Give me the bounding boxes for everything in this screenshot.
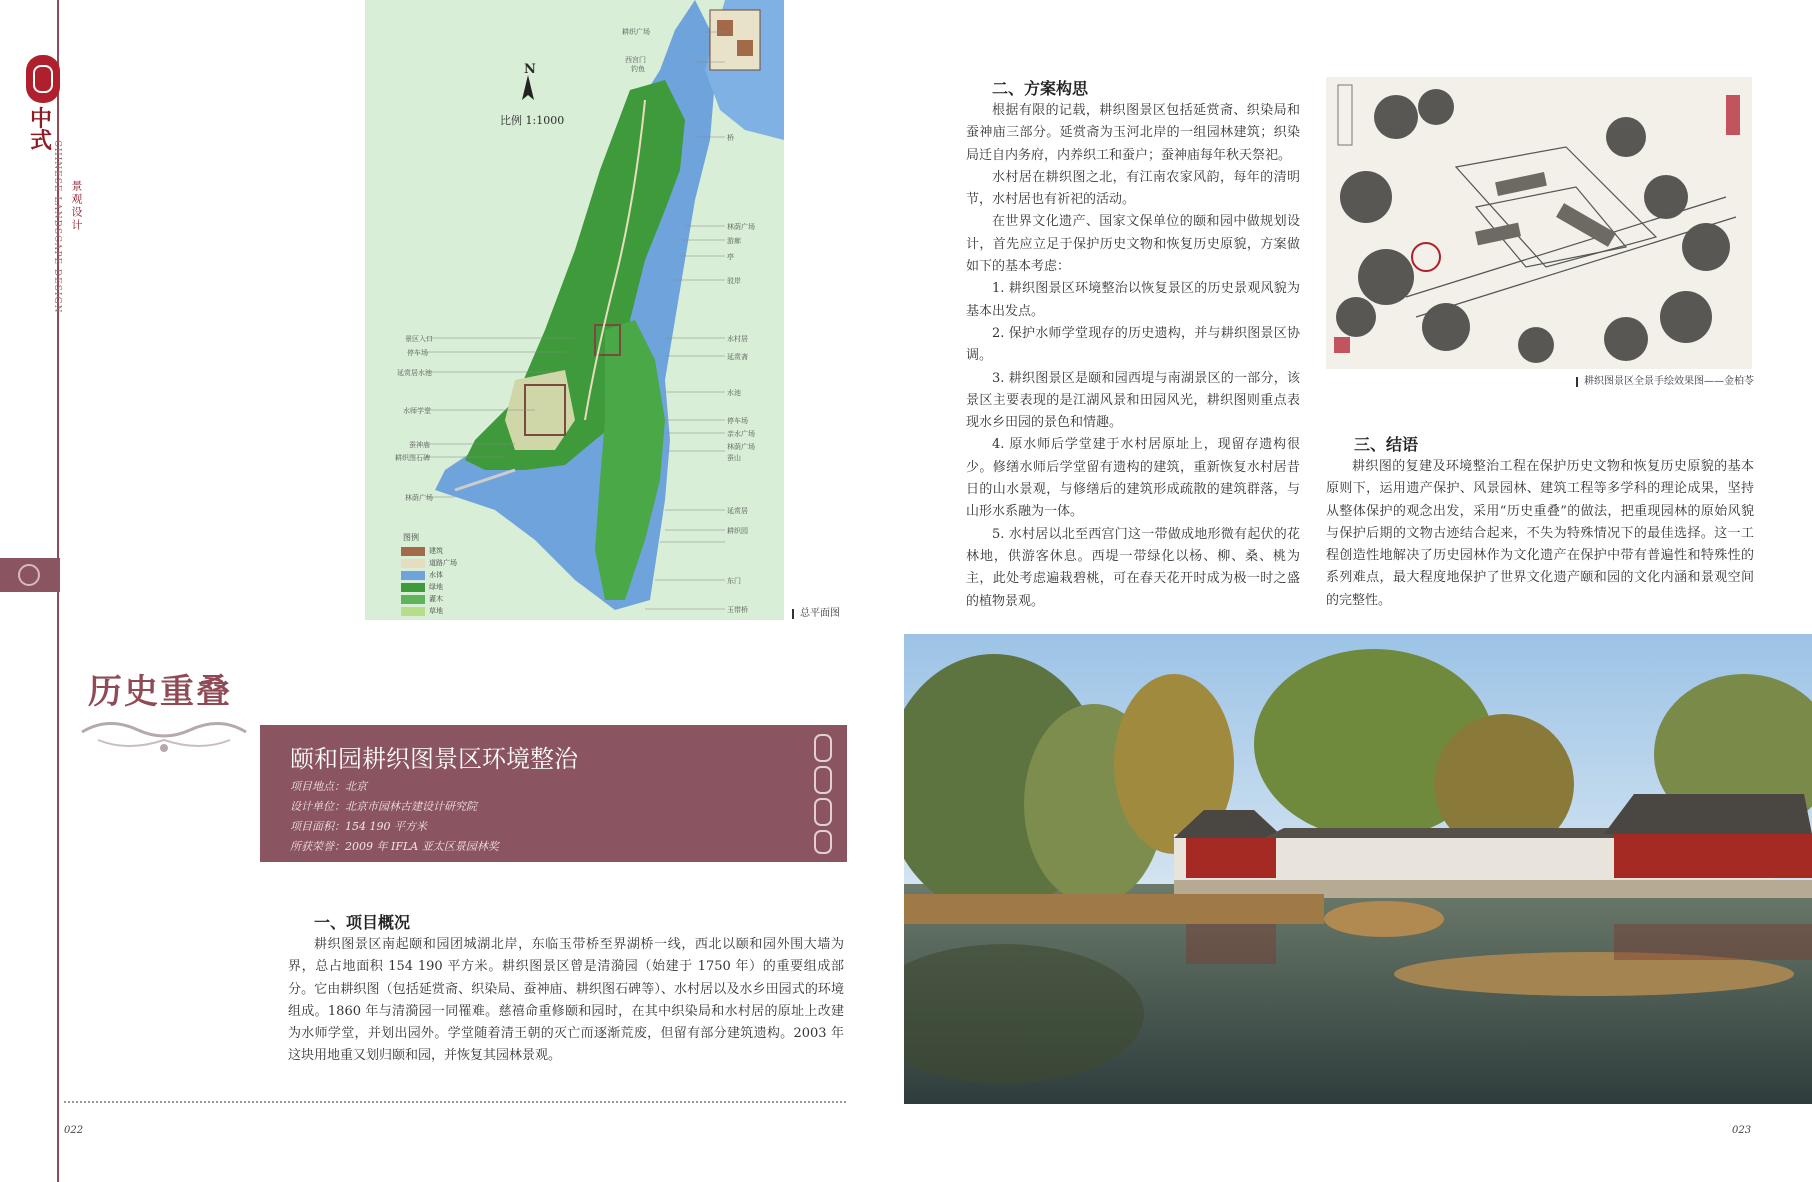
- plan-scale: 比例 1:1000: [500, 114, 565, 127]
- legend-item: [401, 546, 443, 556]
- plan-label: 蚕神庙: [409, 441, 430, 449]
- project-designer: 设计单位：北京市园林古建设计研究院: [290, 800, 477, 813]
- caption-bar: [1576, 377, 1578, 387]
- plan-label: 亲水广场: [727, 430, 755, 438]
- section3-paragraph: 耕织图的复建及环境整治工程在保护历史文物和恢复历史原貌的基本原则下，运用遗产保护、风景园林、建筑工程等多学科的理论成果，坚持从整体保护的观念出发，采用“历史重叠”的做法，把重现园林的原始风貌与保护后期的文物古迹结合起来，不失为特殊情况下的最佳选择。这一工程创造性地解决了历史园林作为文化遗产在保护中带有普遍性和特殊性的系列难点，最大程度地保护了世界文化遗产颐和园的文化内涵和景观空间的完整性。: [1326, 459, 1754, 608]
- section2-paragraph: 1. 耕织图景区环境整治以恢复景区的历史景观风貌为基本出发点。: [966, 281, 1300, 319]
- plan-label: 桥: [727, 134, 734, 142]
- legend-swatch: [401, 547, 425, 556]
- legend-label: 建筑: [429, 547, 443, 555]
- plan-label: 亭: [727, 253, 734, 261]
- plan-label: 林荫广场: [727, 223, 755, 231]
- section1-title: 一、项目概况: [314, 913, 411, 932]
- plan-label: 水师学堂: [403, 407, 431, 415]
- project-area: 项目面积：154 190 平方米: [290, 820, 427, 833]
- section2-paragraph: 5. 水村居以北至西宫门这一带做成地形微有起伏的花林地，供游客休息。西堤一带绿化以杨、柳、桑、桃为主，此处考虑遍栽碧桃，可在春天花开时成为极一时之盛的植物景观。: [966, 526, 1300, 609]
- legend-item: [401, 582, 443, 592]
- plan-label: 林荫广场: [405, 494, 433, 502]
- legend-item: [401, 570, 443, 580]
- english-series-title: CHINESE LANDSCAPE DESIGN: [52, 140, 62, 314]
- legend-label: 水体: [429, 571, 443, 579]
- section2-title: 二、方案构思: [992, 79, 1089, 98]
- knot-ornament-icon: [811, 729, 835, 858]
- plan-label: 耕织图石碑: [395, 454, 430, 462]
- landscape-photo: [904, 634, 1812, 1104]
- project-title: 颐和园耕织图景区环境整治: [290, 745, 578, 773]
- master-plan-drawing: [365, 0, 784, 620]
- plan-label: 蚕山: [727, 454, 741, 462]
- plan-label: 驳岸: [727, 277, 741, 285]
- legend-label: 草地: [429, 607, 443, 615]
- footer-divider: [64, 1101, 846, 1103]
- section3-body: [1326, 456, 1754, 612]
- side-tab-ornament: [0, 558, 60, 592]
- section2-paragraph: 水村居在耕织图之北，有江南农家风韵，每年的清明节，水村居也有祈祀的活动。: [966, 169, 1300, 208]
- project-banner: [260, 725, 847, 862]
- legend-swatch: [401, 595, 425, 604]
- plan-label: 水池: [727, 389, 741, 397]
- legend-label: 绿地: [429, 583, 443, 591]
- plan-caption: [792, 604, 840, 619]
- section2-body: [966, 100, 1300, 613]
- master-plan-map: [365, 0, 784, 620]
- section2-paragraph: 根据有限的记载，耕织图景区包括延赏斋、织染局和蚕神庙三部分。延赏斋为玉河北岸的一组园林建筑；织染局迁自内务府，内养织工和蚕户；蚕神庙每年秋天祭祀。: [966, 103, 1300, 163]
- project-location: 项目地点：北京: [290, 780, 367, 793]
- plan-label: 水村居: [727, 335, 748, 343]
- page-number-left: 022: [64, 1125, 84, 1136]
- plan-label: 西宫门: [625, 56, 646, 64]
- legend-swatch: [401, 559, 425, 568]
- plan-label: 玉带桥: [727, 606, 748, 614]
- legend-swatch: [401, 583, 425, 592]
- plan-label: 钓鱼: [631, 65, 645, 73]
- project-award: 所获荣誉：2009 年 IFLA 亚太区景园林奖: [290, 840, 499, 853]
- legend-swatch: [401, 607, 425, 616]
- section2-paragraph: 2. 保护水师学堂现存的历史遗构，并与耕织图景区协调。: [966, 325, 1300, 364]
- section1-paragraph: 耕织图景区南起颐和园团城湖北岸，东临玉带桥至界湖桥一线，西北以颐和园外围大墙为界，总占地面积 154 190 平方米。耕织图景区曾是清漪园（始建于 1750 年）的重要组成部分。它由耕织图（包括延赏斋、织染局、蚕神庙、耕织图石碑等）、水村居以及水乡田园式的环境组成。1860 年与清漪园一同罹难。慈禧命重修颐和园时，在其中织染局和水村居的原址上改建为水师学堂，并划出园外。学堂随着清王朝的灭亡而逐渐荒废，但留有部分建筑遗构。2003 年这块用地重又划归颐和园，并恢复其园林景观。: [288, 937, 844, 1064]
- legend-label: 道路广场: [429, 559, 457, 567]
- page-number-right: 023: [1732, 1125, 1752, 1136]
- legend-label: 灌木: [429, 595, 443, 603]
- sketch-caption-text: 耕织图景区全景手绘效果图——金柏苓: [1584, 376, 1754, 387]
- photo-scene: [904, 634, 1812, 1104]
- legend-swatch: [401, 571, 425, 580]
- plan-label: 东门: [727, 577, 741, 585]
- plan-label: 游廊: [727, 237, 741, 245]
- section3-title: 三、结语: [1354, 435, 1419, 454]
- logo-badge-icon: [26, 55, 60, 103]
- legend-item: [401, 594, 443, 604]
- plan-caption-text: 总平面图: [800, 608, 840, 619]
- plan-label: 停车场: [727, 417, 748, 425]
- legend-item: [401, 606, 443, 616]
- section2-paragraph: 4. 原水师后学堂建于水村居原址上，现留存遗构很少。修缮水师后学堂留有遗构的建筑，重新恢复水村居昔日的山水景观，与修缮后的建筑形成疏散的建筑群落，与山形水系融为一体。: [966, 437, 1300, 520]
- plan-label: 林荫广场: [727, 443, 755, 451]
- plan-label: 景区入口: [405, 335, 433, 343]
- scroll-ornament: [78, 710, 250, 758]
- section1-body: [288, 934, 844, 1068]
- legend-title: 图例: [403, 533, 419, 542]
- plan-label: 耕织园: [727, 527, 748, 535]
- plan-label: 延赏居水池: [397, 369, 432, 377]
- plan-label: 延赏居: [727, 507, 748, 515]
- plan-label: 耕织广场: [622, 28, 650, 36]
- north-label: N: [524, 62, 536, 77]
- section2-paragraph: 3. 耕织图景区是颐和园西堤与南湖景区的一部分，该景区主要表现的是江湖风景和田园风光，耕织图则重点表现水乡田园的景色和情趣。: [966, 370, 1300, 431]
- plan-label: 延赏斋: [727, 353, 748, 361]
- series-subtitle: 景观设计: [70, 180, 83, 232]
- plan-label: 停车场: [407, 349, 428, 357]
- sketch-drawing: [1326, 77, 1752, 369]
- panorama-sketch: [1326, 77, 1752, 369]
- section-heading: 历史重叠: [88, 672, 232, 712]
- legend-item: [401, 558, 457, 568]
- caption-bar: [792, 609, 794, 619]
- section2-paragraph: 在世界文化遗产、国家文保单位的颐和园中做规划设计，首先应立足于保护历史文物和恢复历史原貌，方案做如下的基本考虑：: [966, 214, 1300, 275]
- sketch-caption: [1576, 372, 1754, 387]
- logo-text: 中式: [30, 106, 53, 154]
